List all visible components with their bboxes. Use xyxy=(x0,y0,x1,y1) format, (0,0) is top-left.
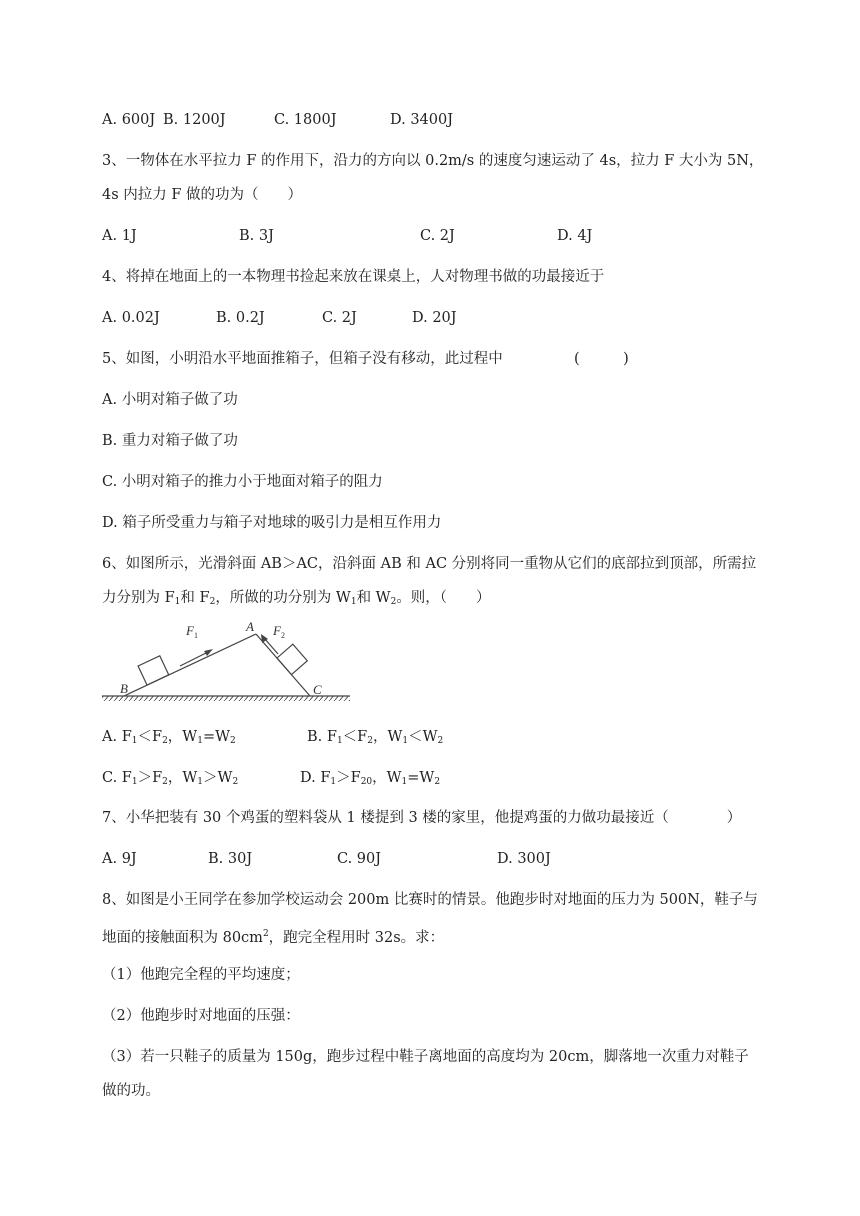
q6-b-part-3: ，W xyxy=(372,729,403,745)
q6-option-c xyxy=(102,768,238,792)
label-a: A xyxy=(246,619,254,634)
label-b: B xyxy=(120,681,128,696)
q6-b-sub-2: 2 xyxy=(367,736,373,746)
q3-option-c: C. 2J xyxy=(420,228,455,244)
q6-d-part-3: ，W xyxy=(372,770,402,786)
q6-d-part-1: D. F xyxy=(300,770,331,786)
q4-option-b: B. 0.2J xyxy=(216,310,265,326)
q6-d-part-2: ＞F xyxy=(336,770,361,786)
q4-option-a: A. 0.02J xyxy=(102,310,160,326)
q6-c-part-3: ，W xyxy=(167,770,198,786)
block-on-ab xyxy=(138,656,169,685)
q6-option-a xyxy=(102,727,236,751)
q4-option-c: C. 2J xyxy=(322,310,357,326)
q6-option-d xyxy=(300,768,440,792)
q6-line-2-part-c: ，所做的功分别为 W xyxy=(215,590,351,606)
q3-line-2: 4s 内拉力 F 做的功为（ ） xyxy=(102,187,303,203)
q6-option-b xyxy=(307,727,443,751)
q5-bracket: ( ) xyxy=(574,351,629,367)
q6-line-1: 6、如图所示，光滑斜面 AB＞AC，沿斜面 AB 和 AC 分别将同一重物从它们的底部拉到顶部，所需拉 xyxy=(102,556,757,572)
q6-line-2-part-b: 和 F xyxy=(180,590,210,606)
q6-b-part-2: ＜F xyxy=(342,729,368,745)
q6-sub-2: 2 xyxy=(209,597,216,607)
q8-sub-2: （2）他跑步时对地面的压强： xyxy=(102,1008,300,1024)
q6-b-sub-3: 1 xyxy=(402,736,409,746)
q6-a-sub-1: 1 xyxy=(131,736,138,746)
q6-b-part-4: ＜W xyxy=(408,729,438,745)
q6-c-sub-3: 1 xyxy=(197,777,204,787)
q8-sub-3-line-2: 做的功。 xyxy=(102,1083,160,1099)
q6-line-2-part-e: 。则，（ ） xyxy=(396,590,491,606)
q3-option-a: A. 1J xyxy=(102,228,137,244)
q6-sub-1b: 1 xyxy=(350,597,357,607)
q6-a-sub-2: 2 xyxy=(162,736,168,746)
q6-b-part-1: B. F xyxy=(307,729,337,745)
q6-d-part-4: =W xyxy=(407,770,435,786)
q6-c-part-2: ＞F xyxy=(137,770,163,786)
q6-a-sub-3: 1 xyxy=(197,736,203,746)
q8-line-2 xyxy=(102,924,444,948)
q6-d-sub-4: 2 xyxy=(434,777,441,787)
q2-option-a: A. 600J xyxy=(102,112,156,128)
q6-c-sub-1: 1 xyxy=(131,777,138,787)
q3-option-d: D. 4J xyxy=(557,228,593,244)
q5-option-a: A. 小明对箱子做了功 xyxy=(102,392,238,408)
q6-a-sub-4: 2 xyxy=(230,736,236,746)
q7-option-d: D. 300J xyxy=(497,851,551,867)
q2-option-d: D. 3400J xyxy=(390,112,454,128)
q6-line-2-part-a: 力分别为 F xyxy=(102,590,175,606)
q8-line-2-part-a: 地面的接触面积为 80cm xyxy=(102,930,263,946)
q6-line-2-part-d: 和 W xyxy=(356,590,391,606)
q6-c-sub-4: 2 xyxy=(232,777,239,787)
q8-line-1: 8、如图是小王同学在参加学校运动会 200m 比赛时的情景。他跑步时对地面的压力为 500N，鞋子与 xyxy=(102,892,758,908)
q6-c-sub-2: 2 xyxy=(162,777,168,787)
q5-line-1: 5、如图，小明沿水平地面推箱子，但箱子没有移动，此过程中 xyxy=(102,351,503,367)
q7-line-1: 7、小华把装有 30 个鸡蛋的塑料袋从 1 楼提到 3 楼的家里，他提鸡蛋的力做功最接近（ ） xyxy=(102,810,742,826)
q6-a-part-2: ＜F xyxy=(137,729,163,745)
q6-c-part-1: C. F xyxy=(102,770,132,786)
q8-line-2-part-b: ，跑完全程用时 32s。求： xyxy=(268,930,445,946)
label-f2: F xyxy=(273,623,281,638)
q6-a-part-3: ，W xyxy=(167,729,198,745)
q2-option-b: B. 1200J xyxy=(163,112,226,128)
q8-sub-1: （1）他跑完全程的平均速度； xyxy=(102,967,300,983)
label-f2-sub: 2 xyxy=(281,631,285,640)
q2-option-c: C. 1800J xyxy=(274,112,337,128)
q5-option-b: B. 重力对箱子做了功 xyxy=(102,433,238,449)
q8-sub-3-line-1: （3）若一只鞋子的质量为 150g，跑步过程中鞋子离地面的高度均为 20cm，脚落地一次重力对鞋子 xyxy=(102,1049,749,1065)
q7-option-a: A. 9J xyxy=(102,851,137,867)
q6-d-sub-2: 20 xyxy=(360,777,373,787)
q6-a-part-1: A. F xyxy=(102,729,132,745)
q3-option-b: B. 3J xyxy=(239,228,274,244)
q4-line-1: 4、将掉在地面上的一本物理书捡起来放在课桌上，人对物理书做的功最接近于 xyxy=(102,269,605,285)
q7-option-c: C. 90J xyxy=(337,851,382,867)
inclined-plane-diagram xyxy=(100,616,352,702)
q8-superscript: 2 xyxy=(262,929,269,939)
q6-c-part-4: ＞W xyxy=(203,770,233,786)
label-f1-sub: 1 xyxy=(194,631,198,640)
q6-d-sub-1: 1 xyxy=(330,777,337,787)
label-c: C xyxy=(313,682,322,697)
q7-option-b: B. 30J xyxy=(208,851,253,867)
q6-b-sub-1: 1 xyxy=(336,736,343,746)
q4-option-d: D. 20J xyxy=(412,310,457,326)
q5-option-d: D. 箱子所受重力与箱子对地球的吸引力是相互作用力 xyxy=(102,515,442,531)
q6-a-part-4: =W xyxy=(202,729,230,745)
q6-b-sub-4: 2 xyxy=(437,736,444,746)
label-f1: F xyxy=(186,623,194,638)
q6-line-2 xyxy=(102,588,491,612)
q6-d-sub-3: 1 xyxy=(401,777,408,787)
q6-sub-1: 1 xyxy=(174,597,181,607)
q5-option-c: C. 小明对箱子的推力小于地面对箱子的阻力 xyxy=(102,474,383,490)
block-on-ac xyxy=(277,644,307,674)
q3-line-1: 3、一物体在水平拉力 F 的作用下，沿力的方向以 0.2m/s 的速度匀速运动了 4s，拉力 F 大小为 5N， xyxy=(102,153,764,169)
inclined-plane-figure xyxy=(100,616,352,702)
q6-sub-2b: 2 xyxy=(390,597,397,607)
